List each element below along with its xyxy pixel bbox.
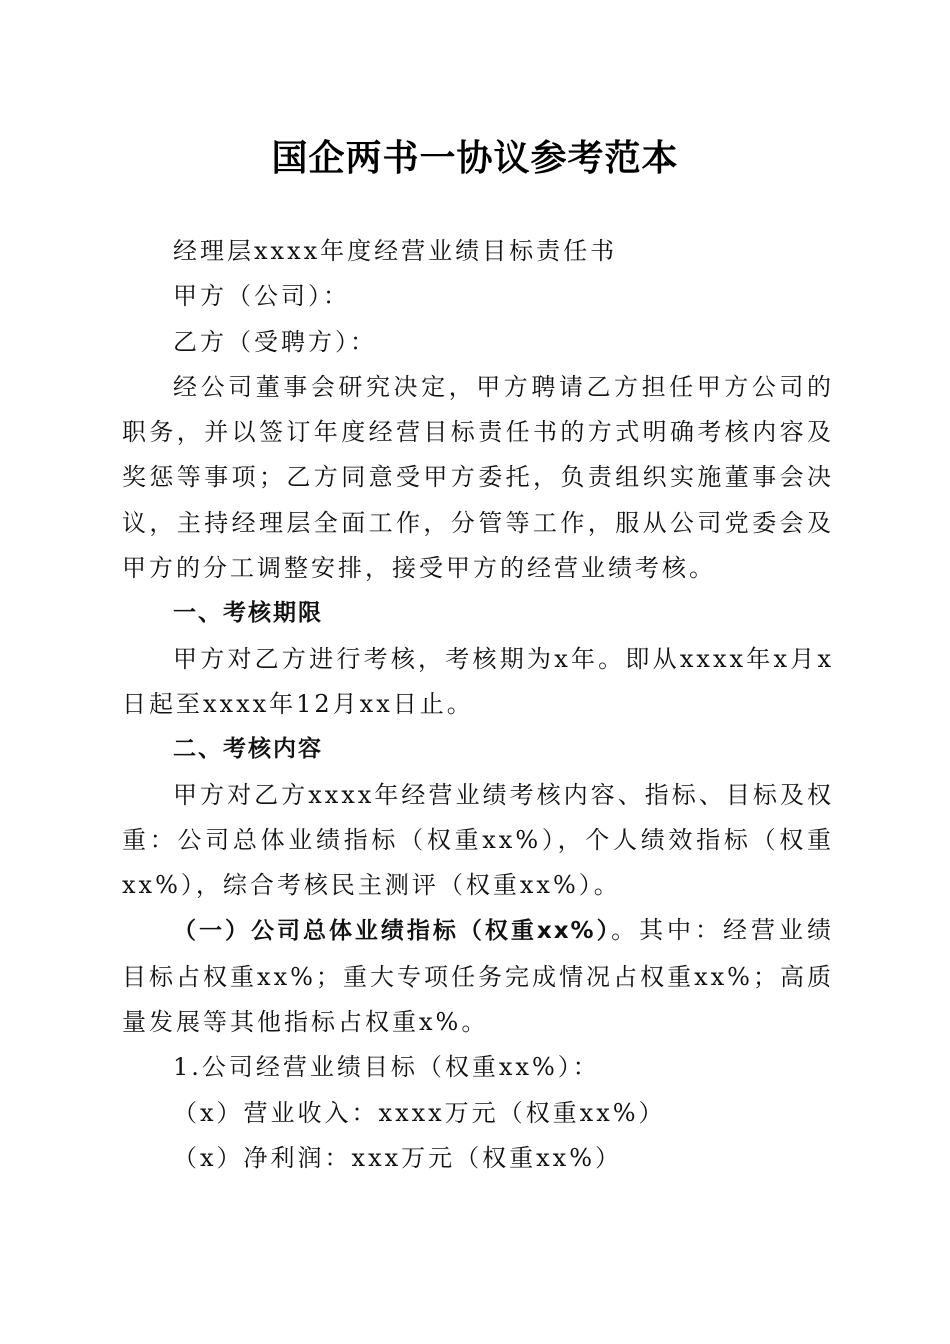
item-net-profit: （x）净利润：xxx万元（权重xx%） (173, 1143, 623, 1172)
subsection-rest: 。其中：经营业绩目标占权重xx%；重大专项任务完成情况占权重xx%；高质量发展等其他指标占权重x%。 (122, 916, 835, 1037)
section-heading-content: 二、考核内容 (173, 736, 323, 763)
item-business-targets: 1.公司经营业绩目标（权重xx%）： (173, 1053, 600, 1082)
section-content-paragraph: 甲方对乙方xxxx年经营业绩考核内容、指标、目标及权重：公司总体业绩指标（权重xx%），个人绩效指标（权重xx%），综合考核民主测评（权重xx%）。 (122, 780, 834, 900)
party-b: 乙方（受聘方）： (173, 327, 377, 356)
subtitle: 经理层xxxx年度经营业绩目标责任书 (173, 237, 618, 265)
intro-paragraph: 经公司董事会研究决定，甲方聘请乙方担任甲方公司的职务，并以签订年度经营目标责任书的方式明确考核内容及奖惩等事项；乙方同意受甲方委托，负责组织实施董事会决议，主持经理层全面工作，分管等工作，服从公司党委会及甲方的分工调整安排，接受甲方的经营业绩考核。 (122, 372, 834, 583)
document-title: 国企两书一协议参考范本 (271, 138, 679, 179)
subsection-lead: （一）公司总体业绩指标（权重xx%） (173, 918, 612, 945)
section-heading-term: 一、考核期限 (173, 600, 323, 627)
document-body (122, 229, 834, 1181)
subsection-overall-indicators (122, 908, 834, 1045)
section-term-paragraph: 甲方对乙方进行考核，考核期为x年。即从xxxx年x月x日起至xxxx年12月xx日止。 (122, 644, 834, 718)
party-a: 甲方（公司）： (173, 282, 350, 311)
item-revenue: （x）营业收入：xxxx万元（权重xx%） (173, 1098, 666, 1127)
